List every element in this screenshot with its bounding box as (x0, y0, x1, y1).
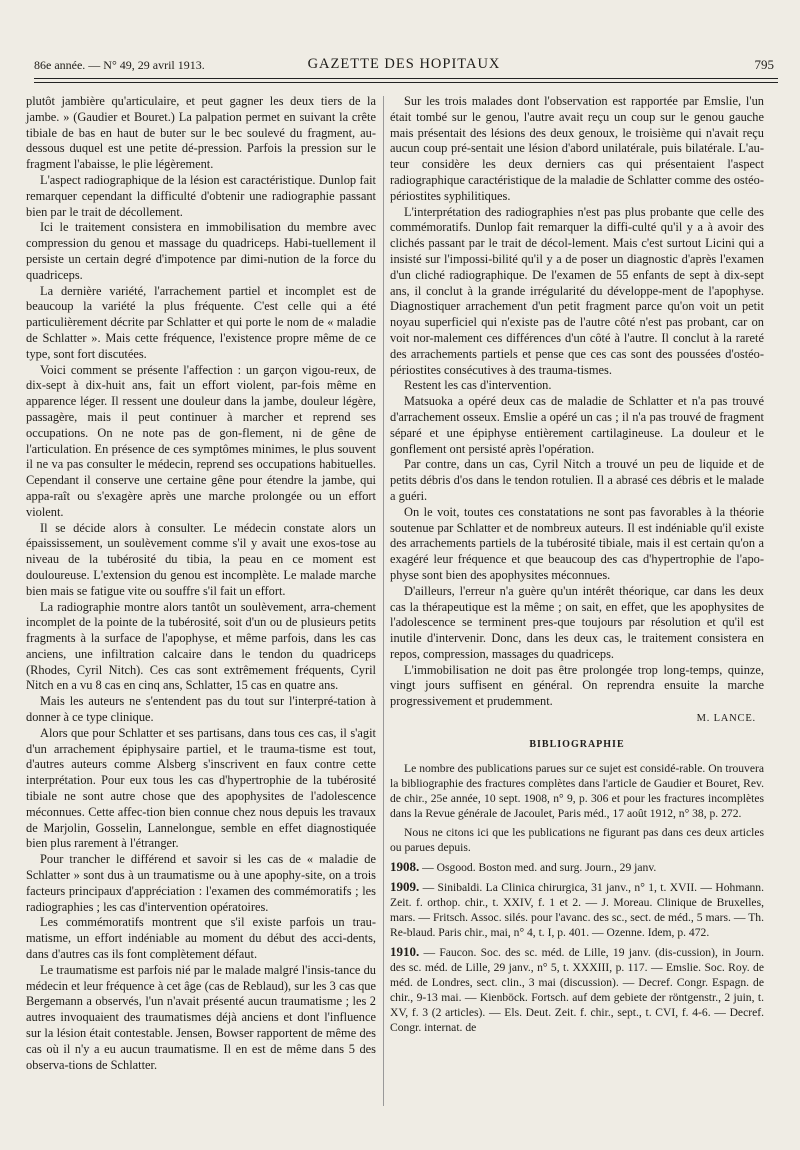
paragraph: Les commémoratifs montrent que s'il existe parfois un trau-matisme, un effort indéniable au moment du début des acci-dents, dans d'autres cas ils font complètement défaut. (26, 915, 376, 962)
bibliography-entry (390, 859, 764, 875)
issue-info: 86e année. — N° 49, 29 avril 1913. (34, 58, 205, 72)
header-rule (34, 78, 778, 79)
bibliography-year: 1910. (390, 943, 420, 959)
journal-title: GAZETTE DES HOPITAUX (307, 56, 501, 72)
paragraph: L'immobilisation ne doit pas être prolongée trop long-temps, quinze, vingt jours suffisent en général. On reprendra ensuite la marche progressivement et prudemment. (390, 662, 764, 709)
bibliography-entry (390, 944, 764, 1035)
bibliography-year: 1908. (390, 858, 420, 874)
page-header (34, 54, 774, 76)
paragraph: Alors que pour Schlatter et ses partisans, dans tous ces cas, il s'agit d'un arrachement épiphysaire partiel, et le trauma-tisme est tout, d'autres auteurs comme Alsberg s'inscrivent en faux contre cette interprétation. Pour eux tous les cas d'hypertrophie de la tubérosité tibiale ne sont autre chose que des apophysites de l'adolescence méconnues. Cette affec-tion bien connue chez nous depuis les travaux de Marjolin, Gosselin, Lannelongue, semble en effet diagnostiquée bien plus rarement à l'étranger. (26, 725, 376, 851)
bibliography-text: — Sinibaldi. La Clinica chirurgica, 31 janv., n° 1, t. XVII. — Hohmann. Zeit. f. orthop. chir., t. XXIV, f. 1 et 2. — J. Moreau. Clinique de Bruxelles, mars. — Fritsch. Assoc. silés. pour l'avanc. des sc., sect. de méd., 5 mars. — Th. Re-blaud. Paris chir., mai, n° 4, t. I, p. 401. — Ozenne. Idem, p. 472. (390, 880, 764, 939)
paragraph: Le traumatisme est parfois nié par le malade malgré l'insis-tance du médecin et leur fréquence à cet âge (cas de Reblaud), sur les 3 cas que Bergemann a observés, l'un n'avait présenté aucun traumatisme ; les 2 autres invoquaient des traumatismes déjà anciens et dont l'influence sur la lésion était contestable. Jensen, Bowser rapportent de même des cas où il n'y a eu aucun traumatisme. Il en est de même dans 5 des observa-tions de Schlatter. (26, 962, 376, 1072)
paragraph: Par contre, dans un cas, Cyril Nitch a trouvé un peu de liquide et de petits débris d'os dans le tendon rotulien. Il a abrasé ces débris et le malade a guéri. (390, 457, 764, 503)
paragraph: Restent les cas d'intervention. (404, 378, 552, 393)
page-number: 795 (754, 57, 774, 72)
paragraph: Voici comment se présente l'affection : un garçon vigou-reux, de dix-sept à dix-huit ans, fait un effort violent, par-fois même en apparence léger. Il ressent une douleur dans la jambe, douleur légère, passagère, mais il peut continuer à marcher et reprend ses occupations. On ne note pas de gon-flement, ni de gêne de l'articulation. En présence de ces symptômes minimes, le plus souvent il ne va pas consulter le médecin, reprend ses occupations habituelles. Cependant il conserve une certaine gêne pour étendre la jambe, qui appa-raît ou s'exagère après une marche prolongée ou un effort violent. (26, 362, 376, 519)
bibliography-section (390, 761, 764, 1035)
left-column (26, 94, 376, 1073)
paragraph: Ici le traitement consistera en immobilisation du membre avec compression du genou et massage du quadriceps. Habi-tuellement il persiste un certain degré d'impotence par dimi-nution de la force du quadriceps. (26, 220, 376, 282)
right-column (390, 94, 764, 1035)
paragraph: Sur les trois malades dont l'observation est rapportée par Emslie, l'un était tombé sur le genou, l'autre avait reçu un coup sur le genou gauche mais présentait des lésions des deux genoux, le troisième qui n'avait reçu aucun coup pré-sentait une lésion d'abord unilatérale, puis bilatérale. L'au-teur considère les deux derniers cas qui présentaient l'aspect radiographique caractéristique de la maladie de Schlatter comme des ostéo-périostites syphilitiques. (390, 94, 764, 203)
bibliography-intro: Le nombre des publications parues sur ce sujet est considé-rable. On trouvera la bibliographie des fractures complètes dans l'article de Gaudier et Bouret, Rev. de chir., 25e année, 10 sept. 1908, n° 9, p. 306 et pour les fractures incomplètes dans la Revue générale de Jacoulet, Paris méd., 17 août 1912, n° 38, p. 272. (390, 761, 764, 820)
bibliography-year: 1909. (390, 878, 420, 894)
bibliography-intro: Nous ne citons ici que les publications ne figurant pas dans ces deux articles ou parues depuis. (390, 825, 764, 854)
paragraph: plutôt jambière qu'articulaire, et peut gagner les deux tiers de la jambe. » (Gaudier et Bouret.) La palpation permet en suivant la crête tibiale de bas en haut de buter sur le bec soulevé du fragment, au-dessous duquel est une petite dé-pression. Parfois la pression sur le fragment l'abaisse, le plie légèrement. (26, 94, 376, 172)
paragraph: On le voit, toutes ces constatations ne sont pas favorables à la théorie soutenue par Schlatter et de nombreux auteurs. Il est indéniable qu'il existe des arrachements partiels de la tubérosité tibiale, mais il est certain qu'on a exagéré leur fréquence et que beaucoup des cas d'hypertrophie de l'apo-physe sont bien des apophysites méconnues. (390, 504, 764, 582)
bibliography-heading: BIBLIOGRAPHIE (529, 738, 625, 750)
paragraph: D'ailleurs, l'erreur n'a guère qu'un intérêt théorique, car dans les deux cas la thérapeutique est la même ; on sait, en effet, que les apophysites de l'adolescence se terminent pres-que toujours par résolution et qu'il est inutile d'intervenir. Donc, dans les deux cas, le traitement consistera en repos, compression, massages du quadriceps. (390, 583, 764, 661)
paragraph: Matsuoka a opéré deux cas de maladie de Schlatter et n'a pas trouvé d'arrachement osseux. Emslie a opéré un cas ; il n'a pas trouvé de fragment séparé et une épiphyse entièrement cartilagineuse. La douleur et le gonflement ont persisté après l'opération. (390, 394, 764, 456)
paragraph: Il se décide alors à consulter. Le médecin constate alors un épaississement, un soulèvement comme s'il y avait une exos-tose au niveau de la tubérosité du tibia, la peau en ce moment est douloureuse. L'extension du genou est incomplète. Le malade marche bien mais se fatigue vite ou souffre s'il fait un effort. (26, 520, 376, 598)
paragraph: L'aspect radiographique de la lésion est caractéristique. Dunlop fait remarquer cependant la difficulté d'obtenir une radiographie passant bien par le trait de décollement. (26, 172, 376, 219)
paragraph: L'interprétation des radiographies n'est pas plus probante que celle des commémoratifs. Dunlop fait remarquer la diffi-culté qu'il y a à avoir des clichés passant par le trait de décol-lement. Mais c'est surtout Licini qui a insisté sur l'impossi-bilité qu'il y a de poser un diagnostic d'après l'examen d'un cliché radiographique. De l'examen de 55 enfants de sept à dix-sept ans, il conclut à la grande irrégularité du développe-ment de l'apophyse. Diagnostiquer arrachement d'un petit fragment parce qu'on voit un petit noyau superficiel qui n'existe pas de l'autre côté n'est pas probant, car on voit nor-malement ces différences d'un côté à l'autre. Il conclut à la rareté des arrachements partiels et pense que ces cas sont des poussées d'ostéo-périostites consécutives à des trauma-tismes. (390, 204, 764, 377)
bibliography-entry (390, 879, 764, 940)
bibliography-text: — Osgood. Boston med. and surg. Journ., 29 janv. (422, 860, 657, 874)
paragraph: La dernière variété, l'arrachement partiel et incomplet est de beaucoup la variété la plus fréquente. C'est celle qui a été particulièrement décrite par Schlatter et qui porte le nom de « maladie de Schlatter ». Mais cette fréquence, l'existence propre même de ce type, sont fort discutées. (26, 283, 376, 361)
author-signature: M. LANCE. (696, 713, 756, 725)
paragraph: Pour trancher le différend et savoir si les cas de « maladie de Schlatter » sont dus à un traumatisme ou à une apophy-site, on a trois facteurs principaux d'appréciation : l'examen des commémoratifs ; les radiographies ; les cas d'intervention opératoires. (26, 852, 376, 914)
column-divider (383, 96, 384, 1106)
paragraph: La radiographie montre alors tantôt un soulèvement, arra-chement incomplet de la pointe de la tubérosité, soit d'un ou de plusieurs petits fragments à la surface de l'apophyse, et même parfois, dans les cas anciens, une infiltration calcaire dans le tendon du quadriceps (Rhodes, Cyril Nitch). Ces cas sont extrêmement fréquents, Cyril Nitch en a vu 8 cas en cinq ans, Schlatter, 15 cas en quatre ans. (26, 599, 376, 693)
paragraph: Mais les auteurs ne s'entendent pas du tout sur l'interpré-tation à donner à ce type clinique. (26, 694, 376, 725)
bibliography-text: — Faucon. Soc. des sc. méd. de Lille, 19 janv. (dis-cussion), in Journ. des sc. méd. de Lille, 29 janv., n° 5, t. XXXIII, p. 117. — Emslie. Soc. Roy. de méd. de Londres, sect. clin., 3 mai (discussion). — Decref. Congr. Espagn. de chir., 9-13 mai. — Kienböck. Fortsch. auf dem gebiete der röntgenstr., 2 juin, t. XV, f. 3 (2 articles). — Els. Deut. Zeit. f. chir., sept., t. CVI, f. 4-6. — Decref. Congr. internat. de (390, 945, 765, 1034)
header-rule-double (34, 82, 778, 83)
